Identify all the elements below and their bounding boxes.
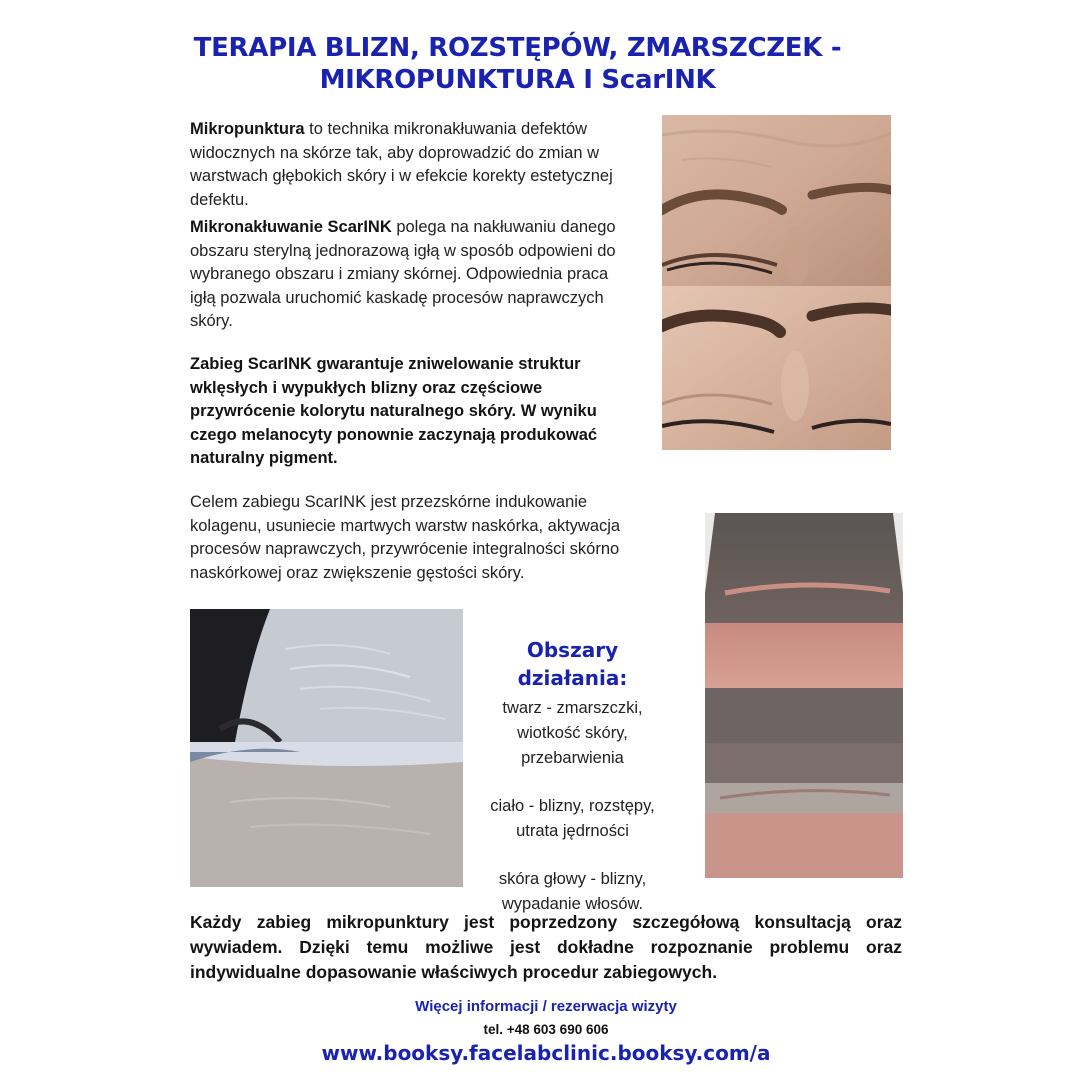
phone-number: tel. +48 603 690 606 — [483, 1022, 609, 1037]
scalp-scar-before-after-photo — [705, 513, 903, 878]
areas-item: wiotkość skóry, — [517, 724, 628, 742]
stretch-marks-before-photo — [190, 609, 463, 742]
intro-paragraph-mikropunktura — [190, 118, 635, 212]
eyebrow-after-photo — [662, 286, 891, 450]
goal-paragraph: Celem zabiegu ScarINK jest przezskórne indukowanie kolagenu, usuniecie martwych warstw naskórka, aktywacja procesów naprawczych, przywrócenie integralności skórno naskórkowej oraz zwiększenie gęstości skóry. — [190, 493, 621, 582]
treatment-areas-title: Obszary działania: — [517, 638, 628, 690]
treatment-areas — [470, 636, 675, 940]
more-info-text: Więcej informacji / rezerwacja wizyty — [415, 998, 677, 1015]
title-line-1: TERAPIA BLIZN, ROZSTĘPÓW, ZMARSZCZEK - — [193, 33, 842, 63]
areas-item: przebarwienia — [521, 749, 624, 767]
consultation-paragraph — [190, 910, 902, 985]
areas-item: wypadanie włosów. — [501, 895, 644, 913]
booking-link[interactable]: www.booksy.facelabclinic.booksy.com/a — [321, 1041, 771, 1065]
areas-item: ciało - blizny, rozstępy, — [490, 797, 655, 815]
scarink-term: Mikronakłuwanie ScarINK — [190, 218, 392, 236]
guarantee-paragraph: Zabieg ScarINK gwarantuje zniwelowanie struktur wklęsłych i wypukłych blizny oraz częściowe przywrócenie kolorytu naturalnego skóry. W wyniku czego melanocyty ponownie zaczynają produkować naturalny pigment. — [190, 355, 598, 467]
areas-item: utrata jędrności — [516, 822, 629, 840]
areas-item: skóra głowy - blizny, — [498, 870, 647, 888]
mikropunktura-description: to technika mikronakłuwania defektów widocznych na skórze tak, aby doprowadzić do zmian w warstwach głębokich skóry i w efekcie korekty estetycznej defektu. — [190, 120, 613, 209]
areas-group-face — [470, 696, 675, 771]
eyebrow-before-photo — [662, 115, 891, 286]
stretch-marks-after-photo — [190, 742, 463, 887]
title-line-2: MIKROPUNKTURA I ScarINK — [319, 65, 716, 95]
page-title — [150, 32, 885, 96]
areas-item: twarz - zmarszczki, — [502, 699, 643, 717]
areas-group-body — [470, 794, 675, 844]
intro-paragraph-scarink — [190, 216, 635, 334]
consultation-text: Każdy zabieg mikropunktury jest poprzedzony szczegółową konsultacją oraz wywiadem. Dzięki temu możliwe jest dokładne rozpoznanie problemu oraz indywidualne dopasowanie właściwych procedur zabiegowych. — [190, 912, 902, 982]
scarink-description: polega na nakłuwaniu danego obszaru sterylną jednorazową igłą w sposób odpowieni do wybranego obszaru i zmiany skórnej. Odpowiednia praca igłą pozwala uruchomić kaskadę procesów naprawczych skóry. — [190, 218, 616, 330]
mikropunktura-term: Mikropunktura — [190, 120, 305, 138]
